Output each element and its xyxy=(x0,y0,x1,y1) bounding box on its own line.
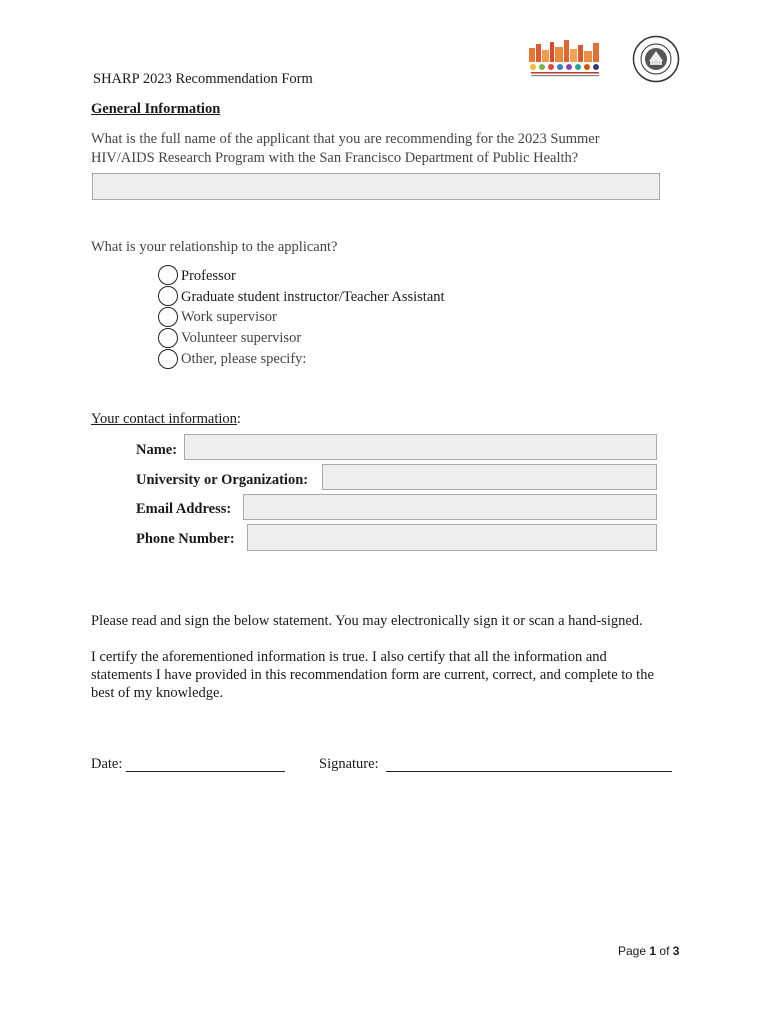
relationship-question: What is your relationship to the applicant? xyxy=(91,239,338,255)
page-of: of xyxy=(659,944,670,958)
city-seal-icon xyxy=(632,35,680,83)
contact-heading xyxy=(91,410,241,428)
date-label: Date: xyxy=(91,756,123,772)
other-label: Other, please specify: xyxy=(181,351,307,367)
applicant-question-line-1: What is the full name of the applicant that you are recommending for the 2023 Summer xyxy=(91,131,600,147)
page-number xyxy=(618,944,679,958)
volunteer-supervisor-label: Volunteer supervisor xyxy=(181,330,302,346)
gsi-label: Graduate student instructor/Teacher Assistant xyxy=(181,289,445,305)
email-label: Email Address: xyxy=(136,501,232,517)
phone-input[interactable] xyxy=(247,524,657,551)
name-label: Name: xyxy=(136,442,178,458)
general-info-heading: General Information xyxy=(91,101,221,117)
work-supervisor-label: Work supervisor xyxy=(181,309,277,325)
work-supervisor-radio[interactable] xyxy=(158,307,178,327)
page-word: Page xyxy=(618,944,647,958)
other-radio[interactable] xyxy=(158,349,178,369)
certification-line-1: I certify the aforementioned information is true. I also certify that all the information and xyxy=(91,649,607,665)
contact-heading-colon: : xyxy=(236,411,241,427)
email-input[interactable] xyxy=(243,494,657,520)
phone-label: Phone Number: xyxy=(136,531,235,547)
page-total: 3 xyxy=(672,944,680,958)
contact-name-input[interactable] xyxy=(184,434,657,460)
professor-label: Professor xyxy=(181,268,236,284)
gsi-radio[interactable] xyxy=(158,286,178,306)
document-title: SHARP 2023 Recommendation Form xyxy=(93,71,313,87)
organization-label: University or Organization: xyxy=(136,472,309,488)
population-health-logo xyxy=(527,38,605,78)
volunteer-supervisor-radio[interactable] xyxy=(158,328,178,348)
organization-input[interactable] xyxy=(322,464,657,490)
contact-heading-text: Your contact information xyxy=(91,411,237,427)
applicant-question-line-2: HIV/AIDS Research Program with the San Francisco Department of Public Health? xyxy=(91,150,579,166)
signature-label: Signature: xyxy=(319,756,379,772)
page-current: 1 xyxy=(649,944,657,958)
applicant-name-input[interactable] xyxy=(92,173,660,200)
date-line[interactable] xyxy=(126,771,285,772)
professor-radio[interactable] xyxy=(158,265,178,285)
sign-instruction: Please read and sign the below statement. You may electronically sign it or scan a hand-signed. xyxy=(91,613,643,629)
signature-line[interactable] xyxy=(386,771,672,772)
certification-line-3: best of my knowledge. xyxy=(91,685,224,701)
certification-line-2: statements I have provided in this recommendation form are current, correct, and complete to the xyxy=(91,667,654,683)
